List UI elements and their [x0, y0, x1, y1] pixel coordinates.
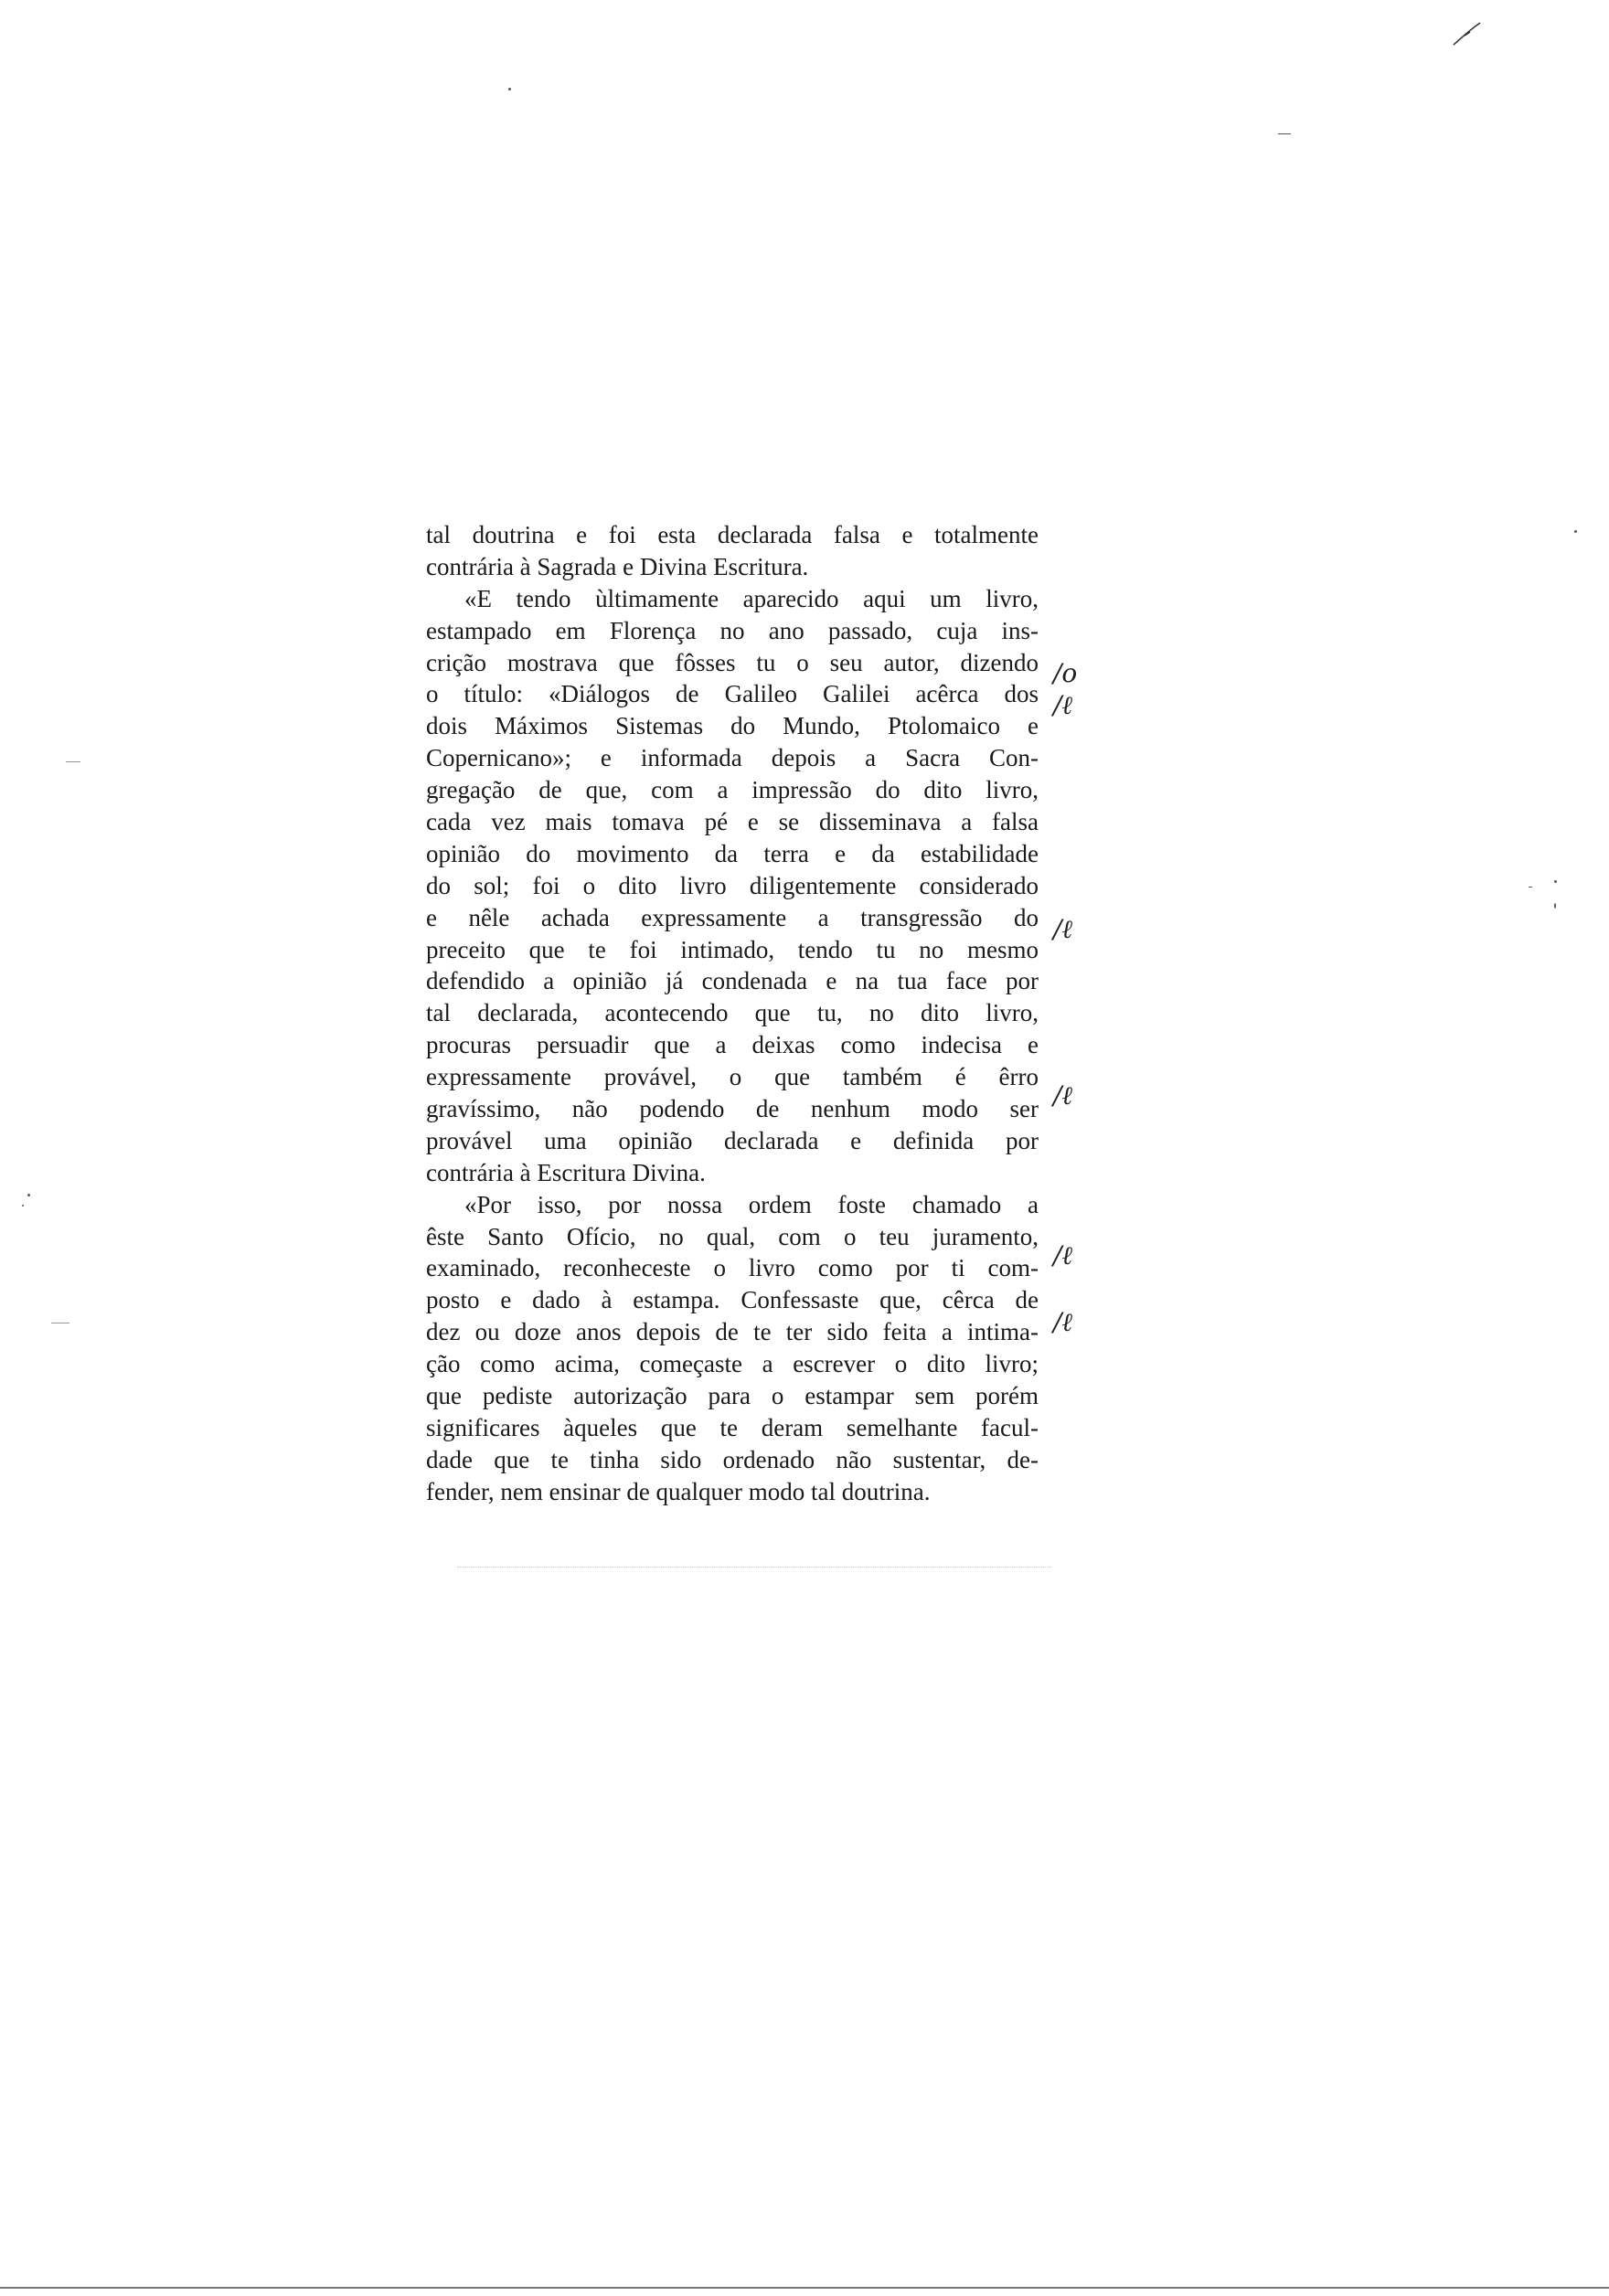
- text-line: do sol; foi o dito livro diligentemente considerado: [426, 871, 1039, 899]
- body-text: [426, 519, 1039, 1508]
- text-line: expressamente provável, o que também é êrro: [426, 1063, 1039, 1091]
- text-line: dez ou doze anos depois de te ter sido feita a intima-: [426, 1318, 1039, 1346]
- text-line: dade que te tinha sido ordenado não sustentar, de-: [426, 1445, 1039, 1473]
- text-line: estampado em Florença no ano passado, cuja ins-: [426, 616, 1039, 644]
- scan-speck: [508, 88, 511, 90]
- scan-speck: [66, 761, 80, 762]
- scan-speck: [1529, 887, 1532, 888]
- text-line: significares àqueles que te deram semelhante facul-: [426, 1413, 1039, 1441]
- text-line: gravíssimo, não podendo de nenhum modo ser: [426, 1095, 1039, 1123]
- text-line: defendido a opinião já condenada e na tua face por: [426, 967, 1039, 995]
- margin-correction-mark: /o: [1053, 658, 1078, 688]
- text-line: crição mostrava que fôsses tu o seu autor, dizendo: [426, 648, 1039, 676]
- margin-correction-mark: /ℓ: [1053, 1080, 1073, 1111]
- text-line: provável uma opinião declarada e definida por: [426, 1126, 1039, 1154]
- page-bottom-edge: [0, 2287, 1609, 2289]
- text-line: que pediste autorização para o estampar sem porém: [426, 1382, 1039, 1410]
- scan-speck: [1554, 880, 1557, 883]
- text-line: o título: «Diálogos de Galileo Galilei acêrca dos: [426, 680, 1039, 708]
- text-line: posto e dado à estampa. Confessaste que, cêrca de: [426, 1286, 1039, 1314]
- scan-artifact-line: [457, 1567, 1051, 1568]
- text-line: Copernicano»; e informada depois a Sacra Con-: [426, 744, 1039, 772]
- pencil-mark-icon: [1452, 20, 1483, 48]
- scan-speck: [1574, 530, 1577, 533]
- scan-speck: [27, 1194, 30, 1196]
- text-line: e nêle achada expressamente a transgressão do: [426, 903, 1039, 931]
- text-line: tal declarada, acontecendo que tu, no dito livro,: [426, 999, 1039, 1027]
- text-line: gregação de que, com a impressão do dito livro,: [426, 776, 1039, 804]
- scan-speck: [1554, 903, 1556, 909]
- text-line: procuras persuadir que a deixas como indecisa e: [426, 1031, 1039, 1059]
- text-line: «E tendo ùltimamente aparecido aqui um livro,: [464, 584, 1039, 612]
- margin-correction-mark: /ℓ: [1053, 1307, 1073, 1337]
- text-line: «Por isso, por nossa ordem foste chamado a: [464, 1190, 1039, 1218]
- text-line: cada vez mais tomava pé e se disseminava a falsa: [426, 808, 1039, 836]
- scan-speck: [1278, 133, 1291, 134]
- text-line: contrária à Escritura Divina.: [426, 1158, 706, 1186]
- text-line: contrária à Sagrada e Divina Escritura.: [426, 552, 809, 580]
- text-line: fender, nem ensinar de qualquer modo tal doutrina.: [426, 1477, 931, 1505]
- scan-speck: [22, 1205, 24, 1206]
- text-line: opinião do movimento da terra e da estabilidade: [426, 839, 1039, 867]
- text-line: êste Santo Ofício, no qual, com o teu juramento,: [426, 1222, 1039, 1250]
- text-line: examinado, reconheceste o livro como por ti com-: [426, 1254, 1039, 1282]
- margin-correction-mark: /ℓ: [1053, 914, 1073, 944]
- text-line: preceito que te foi intimado, tendo tu no mesmo: [426, 935, 1039, 963]
- margin-correction-mark: /ℓ: [1053, 690, 1073, 720]
- text-line: ção como acima, começaste a escrever o dito livro;: [426, 1350, 1039, 1378]
- margin-correction-mark: /ℓ: [1053, 1240, 1073, 1270]
- text-line: tal doutrina e foi esta declarada falsa e totalmente: [426, 521, 1039, 548]
- text-line: dois Máximos Sistemas do Mundo, Ptolomaico e: [426, 712, 1039, 740]
